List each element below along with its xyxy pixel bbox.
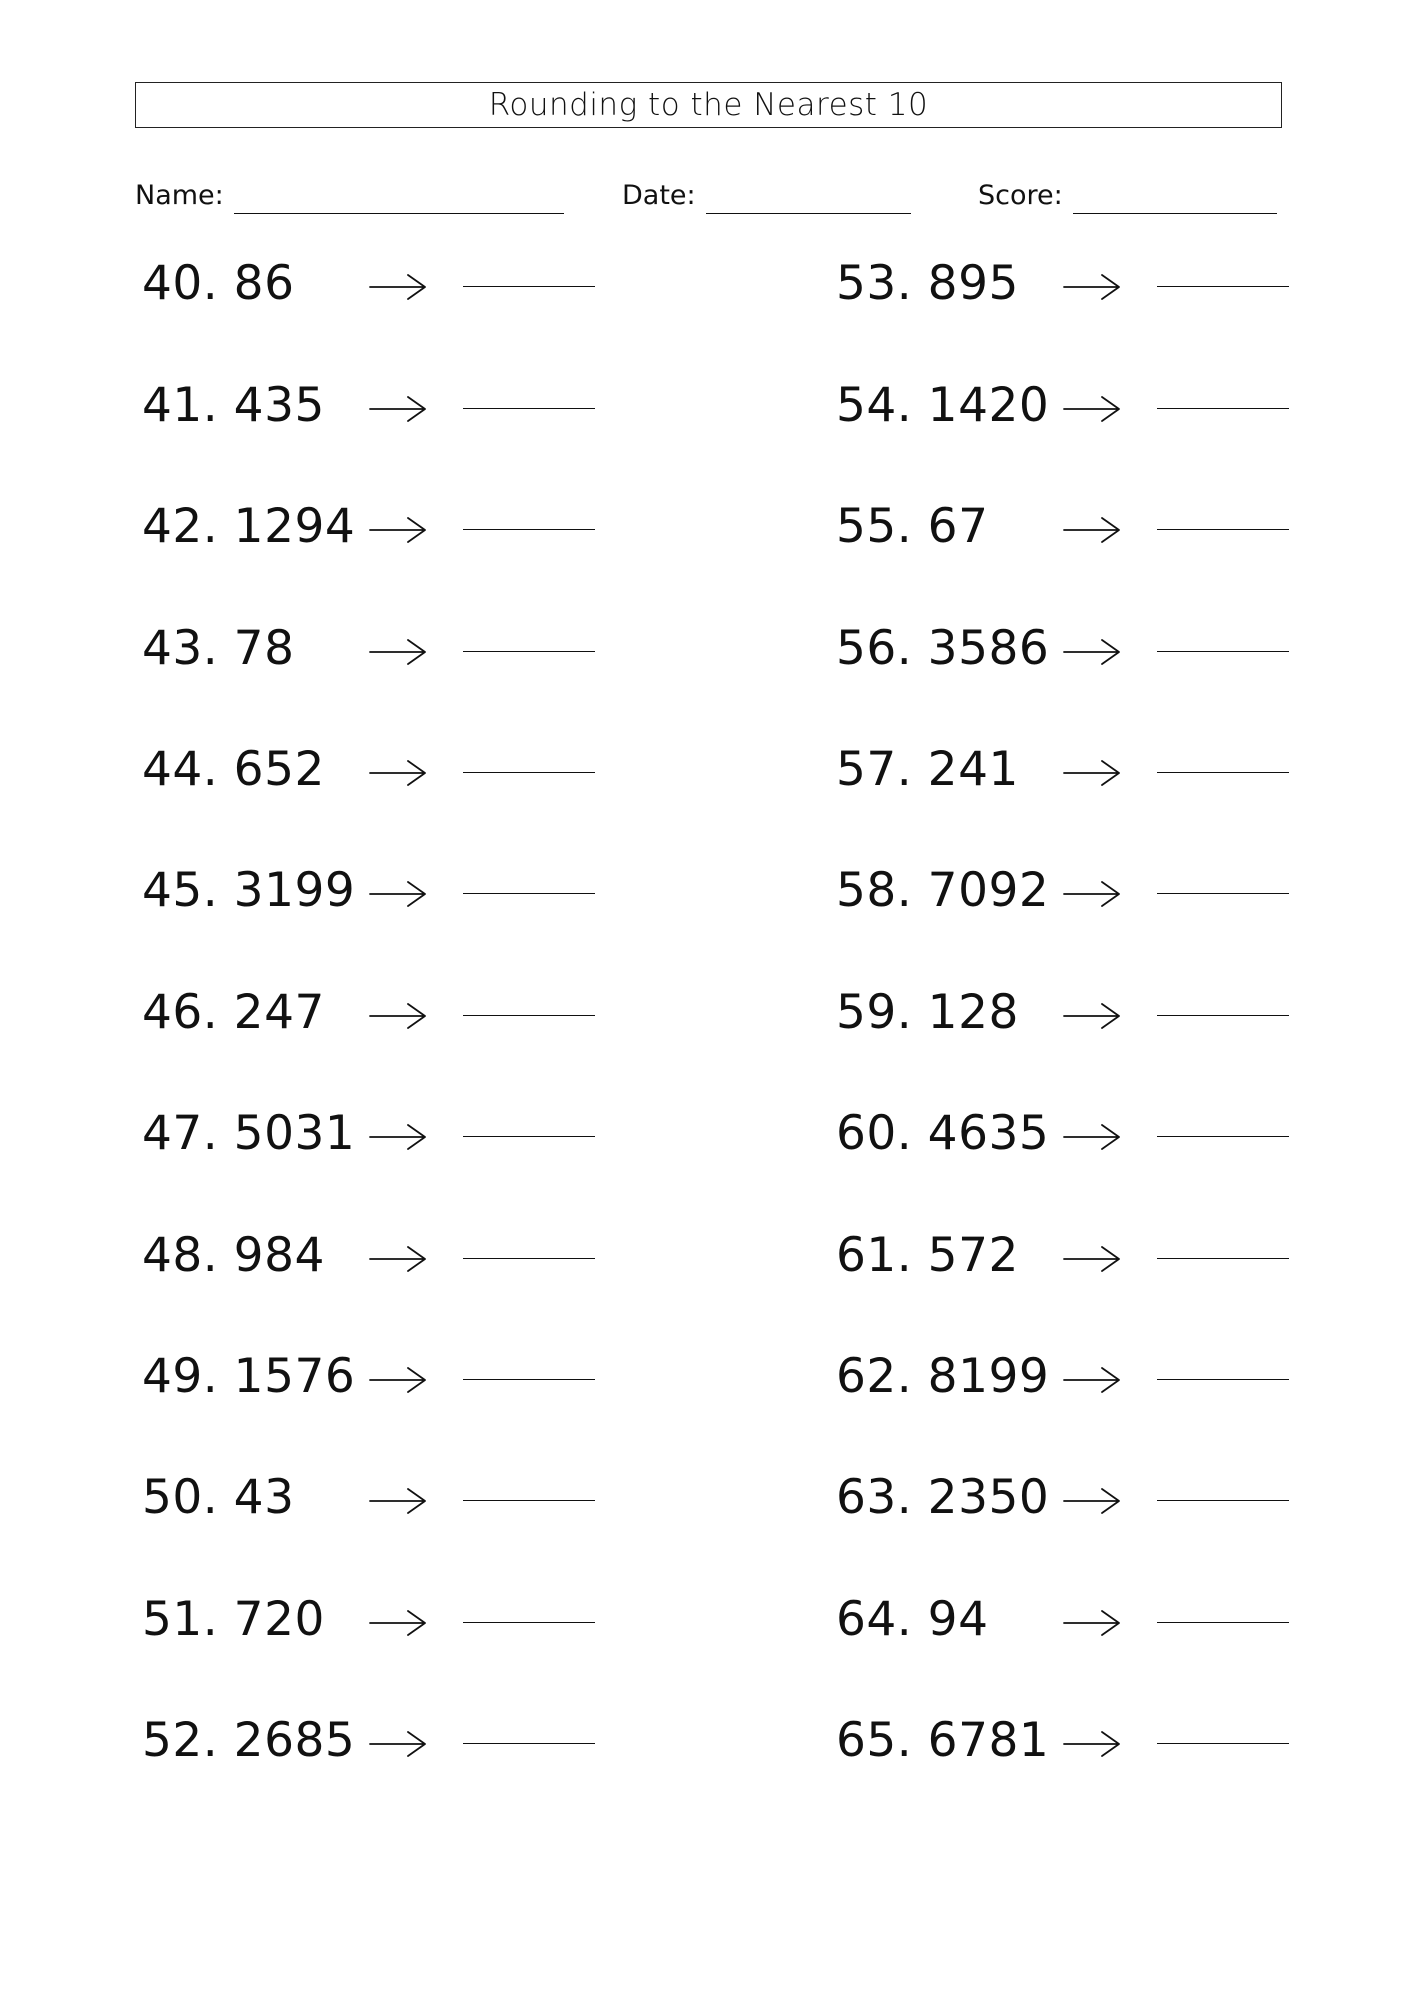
arrow-right-icon xyxy=(1062,393,1122,425)
answer-blank-line[interactable] xyxy=(463,651,595,652)
problem-number: 44. 652 xyxy=(142,742,325,797)
problem-number: 62. 8199 xyxy=(836,1349,1050,1404)
worksheet-title: Rounding to the Nearest 10 xyxy=(135,82,1282,128)
name-label: Name: xyxy=(135,180,224,211)
problem-row xyxy=(142,1706,742,1776)
problem-number: 43. 78 xyxy=(142,621,295,676)
arrow-right-icon xyxy=(368,636,428,668)
arrow-right-icon xyxy=(368,878,428,910)
problem-row xyxy=(142,856,742,926)
problem-number: 65. 6781 xyxy=(836,1713,1050,1768)
problem-number: 48. 984 xyxy=(142,1228,325,1283)
problem-row xyxy=(836,978,1414,1048)
answer-blank-line[interactable] xyxy=(1157,1015,1289,1016)
problem-row xyxy=(836,492,1414,562)
problem-number: 46. 247 xyxy=(142,985,325,1040)
arrow-right-icon xyxy=(1062,1607,1122,1639)
answer-blank-line[interactable] xyxy=(1157,408,1289,409)
answer-blank-line[interactable] xyxy=(1157,286,1289,287)
problem-row xyxy=(836,1585,1414,1655)
arrow-right-icon xyxy=(1062,757,1122,789)
problem-number: 52. 2685 xyxy=(142,1713,356,1768)
arrow-right-icon xyxy=(1062,1728,1122,1760)
answer-blank-line[interactable] xyxy=(1157,1379,1289,1380)
name-blank-line[interactable] xyxy=(234,183,564,214)
answer-blank-line[interactable] xyxy=(1157,893,1289,894)
answer-blank-line[interactable] xyxy=(463,1500,595,1501)
answer-blank-line[interactable] xyxy=(463,1136,595,1137)
answer-blank-line[interactable] xyxy=(463,1379,595,1380)
arrow-right-icon xyxy=(1062,1243,1122,1275)
answer-blank-line[interactable] xyxy=(1157,1622,1289,1623)
answer-blank-line[interactable] xyxy=(463,1622,595,1623)
arrow-right-icon xyxy=(368,757,428,789)
problem-row xyxy=(836,1463,1414,1533)
problem-row xyxy=(142,1221,742,1291)
problem-number: 49. 1576 xyxy=(142,1349,356,1404)
arrow-right-icon xyxy=(1062,514,1122,546)
problem-number: 56. 3586 xyxy=(836,621,1050,676)
arrow-right-icon xyxy=(1062,636,1122,668)
problem-row xyxy=(142,371,742,441)
arrow-right-icon xyxy=(368,1243,428,1275)
arrow-right-icon xyxy=(368,1000,428,1032)
arrow-right-icon xyxy=(368,1607,428,1639)
date-label: Date: xyxy=(622,180,696,211)
problem-row xyxy=(142,492,742,562)
arrow-right-icon xyxy=(368,393,428,425)
problem-number: 53. 895 xyxy=(836,256,1019,311)
problem-number: 63. 2350 xyxy=(836,1470,1050,1525)
answer-blank-line[interactable] xyxy=(463,408,595,409)
arrow-right-icon xyxy=(368,1485,428,1517)
arrow-right-icon xyxy=(368,1728,428,1760)
problem-number: 51. 720 xyxy=(142,1592,325,1647)
answer-blank-line[interactable] xyxy=(463,1258,595,1259)
name-field-group xyxy=(135,178,564,214)
arrow-right-icon xyxy=(368,514,428,546)
score-blank-line[interactable] xyxy=(1073,183,1277,214)
problem-row xyxy=(142,1342,742,1412)
problem-row xyxy=(836,371,1414,441)
answer-blank-line[interactable] xyxy=(463,286,595,287)
arrow-right-icon xyxy=(368,271,428,303)
arrow-right-icon xyxy=(368,1364,428,1396)
arrow-right-icon xyxy=(1062,1121,1122,1153)
answer-blank-line[interactable] xyxy=(1157,529,1289,530)
problem-row xyxy=(836,249,1414,319)
problem-number: 57. 241 xyxy=(836,742,1019,797)
arrow-right-icon xyxy=(1062,1364,1122,1396)
problem-row xyxy=(142,735,742,805)
problem-number: 40. 86 xyxy=(142,256,295,311)
score-label: Score: xyxy=(978,180,1063,211)
problem-number: 41. 435 xyxy=(142,378,325,433)
arrow-right-icon xyxy=(1062,271,1122,303)
problem-number: 50. 43 xyxy=(142,1470,295,1525)
problem-number: 54. 1420 xyxy=(836,378,1050,433)
problem-row xyxy=(836,614,1414,684)
problem-number: 58. 7092 xyxy=(836,863,1050,918)
answer-blank-line[interactable] xyxy=(1157,651,1289,652)
problem-row xyxy=(836,1099,1414,1169)
problem-number: 64. 94 xyxy=(836,1592,989,1647)
problem-row xyxy=(142,1099,742,1169)
problem-number: 55. 67 xyxy=(836,499,989,554)
answer-blank-line[interactable] xyxy=(463,893,595,894)
problem-row xyxy=(836,1706,1414,1776)
answer-blank-line[interactable] xyxy=(1157,1136,1289,1137)
answer-blank-line[interactable] xyxy=(1157,1743,1289,1744)
arrow-right-icon xyxy=(1062,878,1122,910)
answer-blank-line[interactable] xyxy=(1157,1500,1289,1501)
score-field-group xyxy=(978,178,1277,214)
answer-blank-line[interactable] xyxy=(463,772,595,773)
student-info-row xyxy=(135,178,1282,218)
problem-row xyxy=(836,735,1414,805)
problem-row xyxy=(142,249,742,319)
problem-row xyxy=(836,1342,1414,1412)
arrow-right-icon xyxy=(368,1121,428,1153)
problem-number: 45. 3199 xyxy=(142,863,356,918)
problem-row xyxy=(142,614,742,684)
problem-number: 59. 128 xyxy=(836,985,1019,1040)
arrow-right-icon xyxy=(1062,1485,1122,1517)
answer-blank-line[interactable] xyxy=(463,1743,595,1744)
problem-row xyxy=(836,1221,1414,1291)
date-field-group xyxy=(622,178,911,214)
problem-number: 47. 5031 xyxy=(142,1106,356,1161)
problem-number: 42. 1294 xyxy=(142,499,356,554)
answer-blank-line[interactable] xyxy=(1157,1258,1289,1259)
problem-row xyxy=(142,1585,742,1655)
problem-row xyxy=(142,978,742,1048)
problem-row xyxy=(142,1463,742,1533)
arrow-right-icon xyxy=(1062,1000,1122,1032)
problem-row xyxy=(836,856,1414,926)
answer-blank-line[interactable] xyxy=(1157,772,1289,773)
problem-number: 60. 4635 xyxy=(836,1106,1050,1161)
date-blank-line[interactable] xyxy=(706,183,911,214)
answer-blank-line[interactable] xyxy=(463,1015,595,1016)
problem-number: 61. 572 xyxy=(836,1228,1019,1283)
answer-blank-line[interactable] xyxy=(463,529,595,530)
